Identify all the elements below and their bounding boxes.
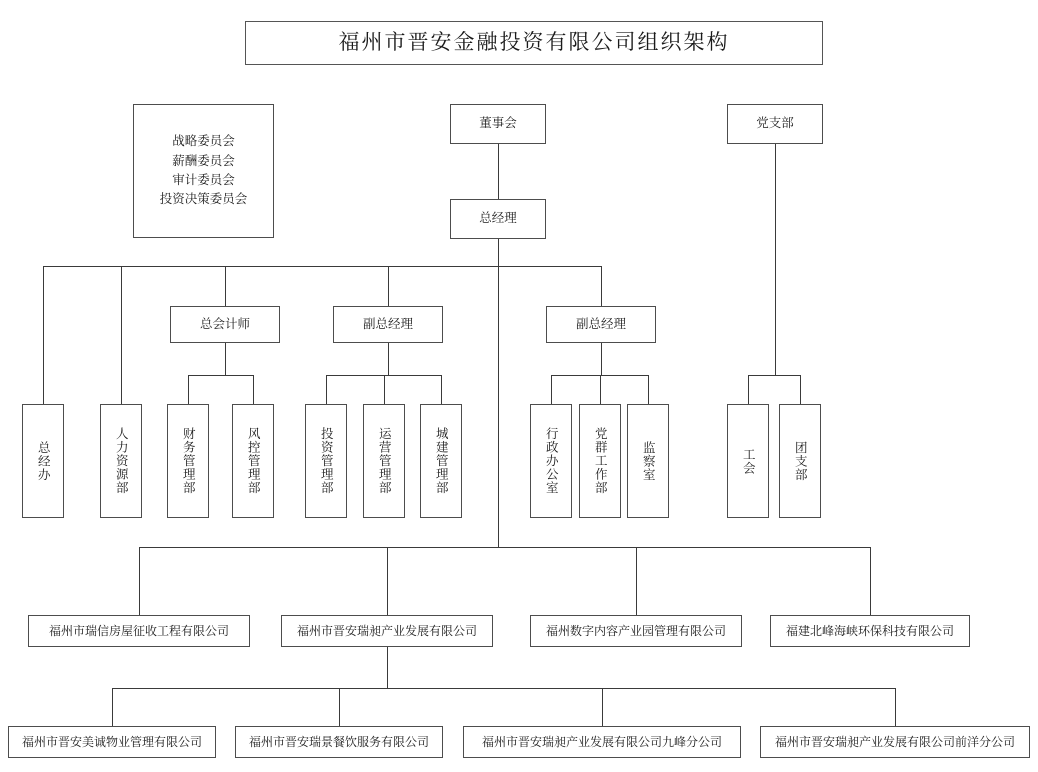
connector [636, 547, 637, 615]
node-youth-league: 团支部 [779, 404, 821, 518]
node-subsidiary-l1: 福州市瑞信房屋征收工程有限公司 [28, 615, 250, 647]
connector [600, 375, 601, 404]
committee-item: 投资决策委员会 [159, 192, 248, 207]
node-gm-office: 总经办 [22, 404, 64, 518]
node-supervision: 监察室 [627, 404, 669, 518]
node-subsidiary-l2: 福州市晋安瑞昶产业发展有限公司前洋分公司 [760, 726, 1030, 758]
connector [775, 144, 776, 375]
connector [800, 375, 801, 404]
connector [112, 688, 895, 689]
connector [139, 547, 870, 548]
connector [43, 266, 44, 404]
node-subsidiary-l2: 福州市晋安瑞昶产业发展有限公司九峰分公司 [463, 726, 741, 758]
connector [326, 375, 327, 404]
connector [498, 239, 499, 547]
node-subsidiary-l1: 福州数字内容产业园管理有限公司 [530, 615, 742, 647]
connector [388, 343, 389, 375]
connector [601, 266, 602, 306]
connector [648, 375, 649, 404]
connector [441, 375, 442, 404]
node-deputy-gm-1: 副总经理 [333, 306, 443, 343]
committee-list [133, 104, 274, 238]
node-party-branch: 党支部 [727, 104, 823, 144]
node-admin: 行政办公室 [530, 404, 572, 518]
node-finance: 财务管理部 [167, 404, 209, 518]
node-investment: 投资管理部 [305, 404, 347, 518]
connector [748, 375, 749, 404]
connector [188, 375, 253, 376]
committee-item: 审计委员会 [172, 173, 235, 187]
connector [551, 375, 552, 404]
connector [225, 266, 226, 306]
connector [188, 375, 189, 404]
node-subsidiary-l2: 福州市晋安瑞景餐饮服务有限公司 [235, 726, 443, 758]
node-deputy-gm-2: 副总经理 [546, 306, 656, 343]
committee-item: 战略委员会 [172, 134, 235, 149]
node-urban: 城建管理部 [420, 404, 462, 518]
connector [870, 547, 871, 615]
connector [387, 547, 388, 615]
node-operation: 运营管理部 [363, 404, 405, 518]
connector [602, 688, 603, 726]
node-party-work: 党群工作部 [579, 404, 621, 518]
connector [748, 375, 800, 376]
connector [895, 688, 896, 726]
page-title: 福州市晋安金融投资有限公司组织架构 [245, 21, 823, 65]
node-subsidiary-l1: 福州市晋安瑞昶产业发展有限公司 [281, 615, 493, 647]
node-subsidiary-l2: 福州市晋安美诚物业管理有限公司 [8, 726, 216, 758]
connector [498, 144, 499, 199]
connector [121, 266, 122, 404]
connector [253, 375, 254, 404]
committee-item: 薪酬委员会 [172, 153, 235, 168]
node-hr: 人力资源部 [100, 404, 142, 518]
connector [225, 343, 226, 375]
connector [384, 375, 385, 404]
connector [112, 688, 113, 726]
connector [387, 647, 388, 688]
node-union: 工会 [727, 404, 769, 518]
node-risk: 风控管理部 [232, 404, 274, 518]
connector [43, 266, 498, 267]
node-chief-accountant: 总会计师 [170, 306, 280, 343]
connector [498, 266, 601, 267]
connector [388, 266, 389, 306]
connector [601, 343, 602, 375]
connector [139, 547, 140, 615]
node-subsidiary-l1: 福建北峰海峡环保科技有限公司 [770, 615, 970, 647]
node-board: 董事会 [450, 104, 546, 144]
connector [339, 688, 340, 726]
node-general-manager: 总经理 [450, 199, 546, 239]
